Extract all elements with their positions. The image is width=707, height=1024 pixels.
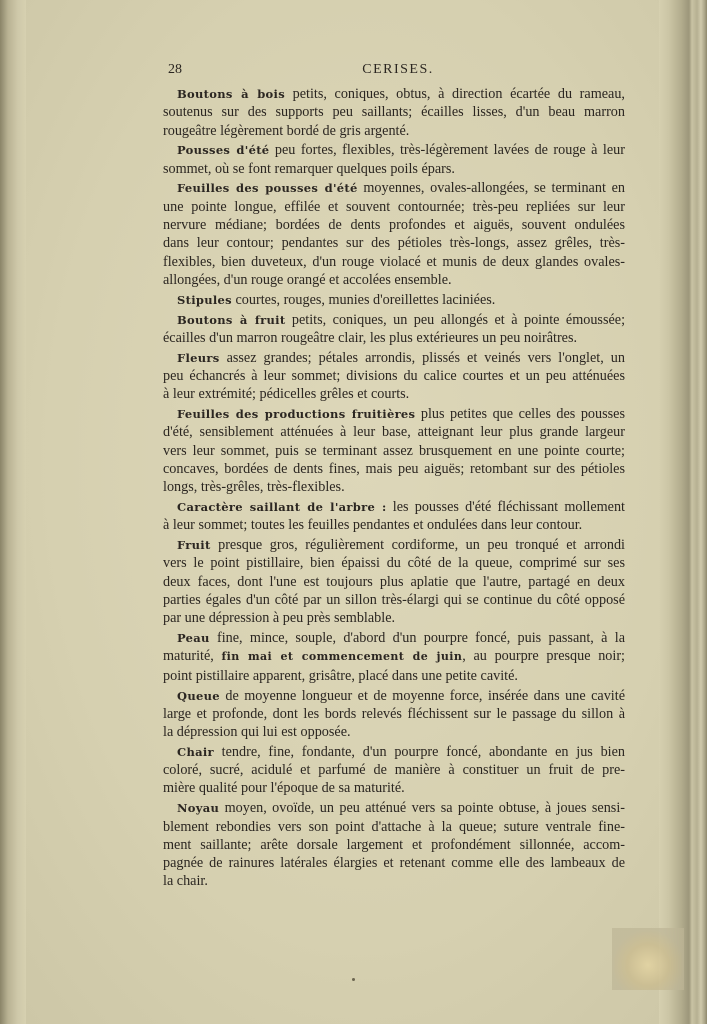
- text-line: vers leur sommet, puis se terminant assez brusquement en une pointe courte;: [163, 442, 625, 459]
- text-line: sommet, où se font remarquer quelques poils épars.: [163, 160, 455, 177]
- text-line: parties égales d'un côté par un sillon très-élargi qui se continue du côté opposé: [163, 592, 625, 609]
- text-line: [163, 349, 625, 367]
- description-paragraph: [163, 179, 625, 289]
- text-line: coloré, sucré, acidulé et parfumé de manière à constituer un fruit de pre-: [163, 762, 625, 779]
- text-line: [163, 291, 625, 309]
- text-line: une pointe longue, effilée et souvent contournée; très-peu repliées sur leur: [163, 198, 625, 215]
- text-line: ment saillante; arête dorsale largement et profondément sillonnée, accom-: [163, 836, 625, 853]
- line-text: assez grandes; pétales arrondis, plissés et veinés vers l'onglet, un: [219, 349, 625, 366]
- text-line: soutenus sur des supports peu saillants; écailles lisses, d'un beau marron: [163, 104, 625, 121]
- line-text: tendre, fine, fondante, d'un pourpre foncé, abondante en jus bien: [213, 743, 625, 760]
- line-text: presque gros, régulièrement cordiforme, un peu tronqué et arrondi: [210, 537, 625, 554]
- line-text: de moyenne longueur et de moyenne force, insérée dans une cavité: [219, 687, 625, 704]
- text-line: large et profonde, dont les bords relevés fléchissent sur le passage du sillon à: [163, 705, 625, 722]
- description-paragraph: [163, 743, 625, 798]
- text-line: concaves, bordées de dents fines, mais peu aiguës; retombant sur des pétioles: [163, 460, 625, 477]
- paragraph-lead-term: Boutons à bois: [177, 87, 285, 101]
- text-line: d'été, sensiblement atténuées à leur base, atteignant leur plus grande largeur: [163, 424, 625, 441]
- text-line: longs, très-grêles, très-flexibles.: [163, 479, 345, 496]
- text-line: [163, 85, 625, 103]
- paragraph-lead-term: Boutons à fruit: [177, 312, 286, 327]
- text-line: point pistillaire apparent, grisâtre, placé dans une petite cavité.: [163, 667, 518, 684]
- text-line: blement rebondies vers son point d'attache à la queue; suture ventrale fine-: [163, 818, 625, 835]
- text-line: pagnée de rainures latérales élargies et retenant comme elle des lambeaux de: [163, 855, 625, 872]
- paragraph-lead-term: Feuilles des pousses d'été: [177, 181, 358, 196]
- description-paragraph: [163, 141, 625, 178]
- text-line: [163, 141, 625, 159]
- page-speck: [352, 978, 355, 981]
- text-line: [163, 536, 625, 554]
- text-line: à leur extrémité; pédicelles grêles et courts.: [163, 386, 410, 403]
- line-text: moyen, ovoïde, un peu atténué vers sa pointe obtuse, à joues sensi-: [219, 800, 625, 817]
- text-line: nervure médiane; bordées de dents profondes et aiguës, souvent ondulées: [163, 217, 625, 234]
- line-text: , au pourpre presque noir;: [462, 648, 625, 665]
- line-text: petits, coniques, un peu allongés et à pointe émoussée;: [285, 311, 626, 328]
- paragraph-lead-term: Queue: [177, 688, 220, 703]
- line-text: les pousses d'été fléchissant mollement: [386, 499, 625, 516]
- line-text: plus petites que celles des pousses: [415, 406, 625, 423]
- text-line: mière qualité pour l'époque de sa maturité.: [163, 780, 405, 797]
- text-line: [163, 647, 625, 666]
- paragraph-lead-term: Fruit: [177, 538, 211, 553]
- text-line: à leur sommet; toutes les feuilles pendantes et ondulées dans leur contour.: [163, 517, 583, 534]
- text-line: [163, 687, 625, 705]
- text-line: [163, 498, 625, 516]
- page-header: [168, 62, 628, 82]
- text-line: la chair.: [163, 873, 208, 890]
- description-paragraph: [163, 85, 625, 140]
- description-paragraph: [163, 498, 625, 535]
- line-text: maturité,: [163, 648, 222, 665]
- corner-thumbnail-artifact: [612, 928, 684, 990]
- text-line: [163, 179, 625, 197]
- line-text: courtes, rouges, munies d'oreillettes laciniées.: [231, 291, 496, 308]
- text-line: deux faces, dont l'une est toujours plus aplatie que l'autre, partagé en deux: [163, 573, 625, 590]
- description-paragraph: [163, 349, 625, 404]
- text-line: [163, 629, 625, 647]
- description-paragraph: [163, 629, 625, 685]
- line-text: fine, mince, souple, d'abord d'un pourpre foncé, puis passant, à la: [209, 630, 625, 647]
- text-line: par une dépression à peu près semblable.: [163, 610, 396, 627]
- description-paragraph: [163, 311, 625, 348]
- text-line: dans leur contour; pendantes sur des pétioles très-longs, assez grêles, très-: [163, 235, 625, 252]
- text-line: allongées, d'un rouge orangé et accolées ensemble.: [163, 271, 452, 288]
- text-line: la dépression qui lui est opposée.: [163, 724, 351, 741]
- description-paragraph: [163, 291, 625, 309]
- paragraph-lead-term: Feuilles des productions fruitières: [177, 407, 416, 422]
- emphasized-date: fin mai et commencement de juin: [221, 650, 463, 664]
- paragraph-lead-term: Pousses d'été: [177, 143, 270, 158]
- text-line: vers le point pistillaire, bien épaissi du côté de la queue, comprimé sur ses: [163, 555, 625, 572]
- paragraph-lead-term: Fleurs: [177, 350, 220, 365]
- text-line: [163, 405, 625, 423]
- line-text: petits, coniques, obtus, à direction écartée du rameau,: [284, 86, 625, 102]
- text-line: peu échancrés à leur sommet; divisions du calice courtes et un peu atténuées: [163, 367, 625, 384]
- description-paragraph: [163, 536, 625, 627]
- running-title: CERISES.: [362, 62, 434, 77]
- description-paragraph: [163, 687, 625, 742]
- line-text: moyennes, ovales-allongées, se terminant en: [357, 180, 625, 197]
- page-number: 28: [168, 62, 182, 77]
- page-stack-edge: [659, 0, 707, 1024]
- text-line: flexibles, bien duveteux, d'un rouge violacé et munis de deux glandes ovales-: [163, 253, 625, 270]
- paragraph-lead-term: Noyau: [177, 801, 220, 816]
- text-line: écailles d'un marron rougeâtre clair, les plus extérieures un peu noirâtres.: [163, 329, 578, 346]
- body-text: [163, 85, 625, 892]
- paragraph-lead-term: Chair: [177, 744, 214, 759]
- text-line: rougeâtre légèrement bordé de gris argenté.: [163, 122, 410, 139]
- paragraph-lead-term: Peau: [177, 631, 210, 646]
- description-paragraph: [163, 405, 625, 496]
- paragraph-lead-term: Stipules: [177, 292, 232, 307]
- text-line: [163, 311, 625, 329]
- paragraph-lead-term: Caractère saillant de l'arbre :: [177, 500, 387, 515]
- line-text: peu fortes, flexibles, très-légèrement lavées de rouge à leur: [269, 142, 625, 159]
- text-line: [163, 743, 625, 761]
- book-binding-shadow: [0, 0, 26, 1024]
- description-paragraph: [163, 799, 625, 890]
- text-line: [163, 799, 625, 817]
